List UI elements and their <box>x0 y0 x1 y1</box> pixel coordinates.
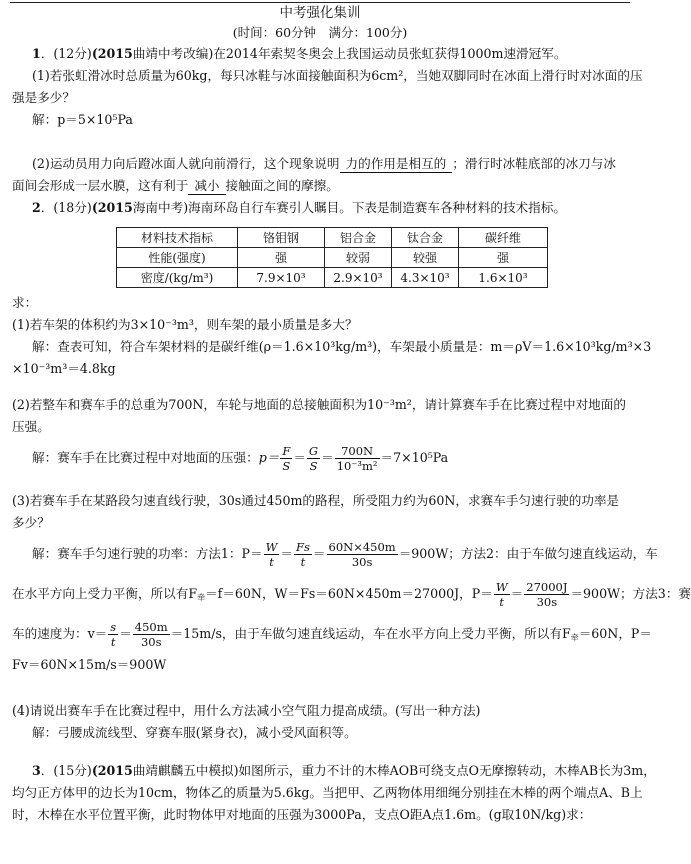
fraction-numerator: Fs <box>296 540 310 554</box>
fraction-values <box>335 444 380 473</box>
q2-part1-question: (1)若车架的体积约为3×10⁻³m³，则车架的最小质量是多大？ <box>12 317 358 332</box>
q2-part1-answer-line2: ×10⁻³m³＝4.8kg <box>12 361 116 376</box>
exam-info: (时间：60分钟 满分：100分) <box>232 25 408 40</box>
subscript-traction: 牵 <box>197 593 206 602</box>
q2-part3-text: ＝60N，P＝ <box>578 626 652 641</box>
q3-stem-line3: 时，木棒在水平位置平衡，此时物体甲对地面的压强为3000Pa，支点O距A点1.6m。(g取10N/kg)求： <box>12 807 592 822</box>
q3-number: 3 <box>32 763 41 778</box>
q2-source: (2015 <box>91 200 133 215</box>
q1-part1-answer: 解：p＝5×10⁵Pa <box>32 112 133 127</box>
fraction-denominator: t <box>499 595 505 609</box>
fraction-fs-over-t <box>294 540 312 569</box>
equals-sign: ＝ <box>321 450 334 465</box>
table-cell: 较强 <box>392 248 459 268</box>
q1-part1-line1: (1)若张虹滑冰时总质量为60kg，每只冰鞋与冰面接触面积为6cm²，当她双脚同时在冰面上滑行时对冰面的压 <box>32 68 643 83</box>
q2-part3-text: 解：赛车手匀速行驶的功率：方法1：P＝ <box>32 546 263 561</box>
fraction-g-over-s <box>307 444 320 473</box>
fraction-numerator: G <box>308 444 319 458</box>
page-title: 中考强化集训 <box>279 5 361 21</box>
q2-pressure-symbol: p＝ <box>258 450 280 465</box>
q2-part3-question-line1: (3)若赛车手在某路段匀速直线行驶，30s通过450m的路程，所受阻力约为60N，求赛车手匀速行驶的功率是 <box>12 493 620 508</box>
q2-part2-result: ＝7×10⁵Pa <box>380 450 449 465</box>
q1-points: ．(12分) <box>40 46 92 61</box>
q2-part3-text: ＝15m/s，由于车做匀速直线运动，车在水平方向上受力平衡，所以有F <box>170 626 571 641</box>
q1-part2-line2 <box>12 175 628 197</box>
q1-part1-line2: 强是多少？ <box>12 90 75 105</box>
q2-number: 2 <box>32 200 41 215</box>
q2-part3-answer-line1 <box>12 534 658 574</box>
q2-points: ．(18分) <box>40 200 92 215</box>
table-cell: 钛合金 <box>392 228 459 248</box>
materials-table <box>116 227 548 288</box>
fraction-denominator: t <box>110 635 116 649</box>
table-cell: 7.9×10³ <box>238 268 325 288</box>
q1-part2-text-c: 面间会形成一层水膜，这有利于 <box>12 178 189 193</box>
equals-sign: ＝ <box>312 546 326 561</box>
fraction-w-over-t <box>264 540 280 569</box>
table-cell: 密度/(kg/m³) <box>117 268 238 288</box>
q2-part4-answer: 解：弓腰成流线型、穿赛车服(紧身衣)，减小受风面积等。 <box>32 725 357 740</box>
fraction-numerator: W <box>265 540 278 554</box>
table-row <box>117 248 548 268</box>
table-cell: 4.3×10³ <box>392 268 459 288</box>
q1-part2-text-a: (2)运动员用力向后蹬冰面人就向前滑行，这个现象说明 <box>32 156 340 171</box>
fraction-w-over-t <box>494 580 510 609</box>
fraction-s-over-t <box>108 620 118 649</box>
fraction-denominator: S <box>309 459 318 473</box>
q1-part2-text-b: ；滑行时冰鞋底部的冰刀与冰 <box>452 156 616 171</box>
table-cell: 强 <box>459 248 548 268</box>
q1-source: (2015 <box>91 46 133 61</box>
q2-part3-text: ＝900W；方法3：赛 <box>570 586 691 601</box>
table-row <box>117 228 548 248</box>
fraction-denominator: 10⁻³m² <box>336 459 378 473</box>
table-cell: 2.9×10³ <box>325 268 392 288</box>
equals-sign: ＝ <box>119 626 132 641</box>
q1-blank-2: 减小 <box>188 177 225 195</box>
q2-ask: 求： <box>12 295 38 310</box>
table-cell: 性能(强度) <box>117 248 238 268</box>
fraction-numerator: 27000J <box>526 580 568 594</box>
q1-blank-1: 力的作用是相互的 <box>340 155 453 173</box>
q2-part3-text: 车的速度为：v＝ <box>12 626 108 641</box>
q2-part3-text: ＝900W；方法2：由于车做匀速直线运动，车 <box>398 546 658 561</box>
q2-part3-text: 在水平方向上受力平衡，所以有F <box>12 586 198 601</box>
q3-points: ．(15分) <box>40 763 92 778</box>
subscript-traction: 牵 <box>570 633 579 642</box>
q2-part3-answer-line2 <box>12 574 691 614</box>
q1-stem <box>12 43 628 65</box>
q2-part3-question-line2: 多少？ <box>12 515 50 530</box>
fraction-numerator: W <box>495 580 508 594</box>
fraction-denominator: t <box>300 555 306 569</box>
q3-stem-line1 <box>12 760 656 782</box>
q2-part2-answer-text: 解：赛车手在比赛过程中对地面的压强： <box>32 450 259 465</box>
fraction-values <box>524 580 569 609</box>
fraction-numerator: 60N×450m <box>328 540 396 554</box>
fraction-denominator: 30s <box>536 595 558 609</box>
table-cell: 1.6×10³ <box>459 268 548 288</box>
q1-part2-line1 <box>12 153 628 175</box>
table-cell: 铝合金 <box>325 228 392 248</box>
table-cell: 铬钼钢 <box>238 228 325 248</box>
table-cell: 强 <box>238 248 325 268</box>
fraction-denominator: 30s <box>140 635 162 649</box>
fraction-numerator: F <box>282 444 291 458</box>
fraction-values <box>133 620 170 649</box>
q2-part3-text: ＝f＝60N，W＝Fs＝60N×450m＝27000J，P＝ <box>205 586 493 601</box>
q2-part2-question-line1: (2)若整车和赛车手的总重为700N，车轮与地面的总接触面积为10⁻³m²，请计算赛车手在比赛过程中对地面的 <box>12 397 626 412</box>
q1-stem-text: 曲靖中考改编)在2014年索契冬奥会上我国运动员张虹获得1000m速滑冠军。 <box>132 46 567 61</box>
q2-stem-text: 海南中考)海南环岛自行车赛引人瞩目。下表是制造赛车各种材料的技术指标。 <box>132 200 566 215</box>
fraction-numerator: 700N <box>335 444 380 459</box>
fraction-numerator: s <box>110 620 117 634</box>
table-row <box>117 268 548 288</box>
q3-source: (2015 <box>91 763 133 778</box>
q2-part2-question-line2: 压强。 <box>12 419 50 434</box>
q2-part1-answer-line1: 解：查表可知，符合车架材料的是碳纤维(ρ＝1.6×10³kg/m³)，车架最小质量是：m＝ρV＝1.6×10³kg/m³×3 <box>32 339 652 354</box>
table-cell: 碳纤维 <box>459 228 548 248</box>
equals-sign: ＝ <box>280 546 294 561</box>
fraction-numerator: 450m <box>134 620 168 634</box>
fraction-denominator: t <box>269 555 274 569</box>
q1-part2-text-d: 接触面之间的摩擦。 <box>225 178 339 193</box>
q2-part2-answer <box>12 438 628 478</box>
fraction-values <box>327 540 398 569</box>
q3-stem-text: 曲靖麒麟五中模拟)如图所示，重力不计的木棒AOB可绕支点O无摩擦转动，木棒AB长为3m， <box>132 763 656 778</box>
fraction-f-over-s <box>280 444 292 473</box>
equals-sign: ＝ <box>293 450 306 465</box>
q2-stem <box>12 197 628 219</box>
q3-stem-line2: 均匀正方体甲的边长为10cm，物体乙的质量为5.6kg。当把甲、乙两物体用细绳分别挂在木棒的两个端点A、B上 <box>12 785 643 800</box>
table-cell: 材料技术指标 <box>117 228 238 248</box>
equals-sign: ＝ <box>510 586 524 601</box>
table-cell: 较弱 <box>325 248 392 268</box>
fraction-denominator: 30s <box>351 555 373 569</box>
q2-part3-answer-line3 <box>12 614 652 654</box>
fraction-denominator: S <box>282 459 291 473</box>
q2-part3-answer-line4: Fv＝60N×15m/s＝900W <box>12 657 167 672</box>
q1-number: 1 <box>32 46 41 61</box>
q2-part4-question: (4)请说出赛车手在比赛过程中，用什么方法减小空气阻力提高成绩。(写出一种方法) <box>12 703 481 718</box>
